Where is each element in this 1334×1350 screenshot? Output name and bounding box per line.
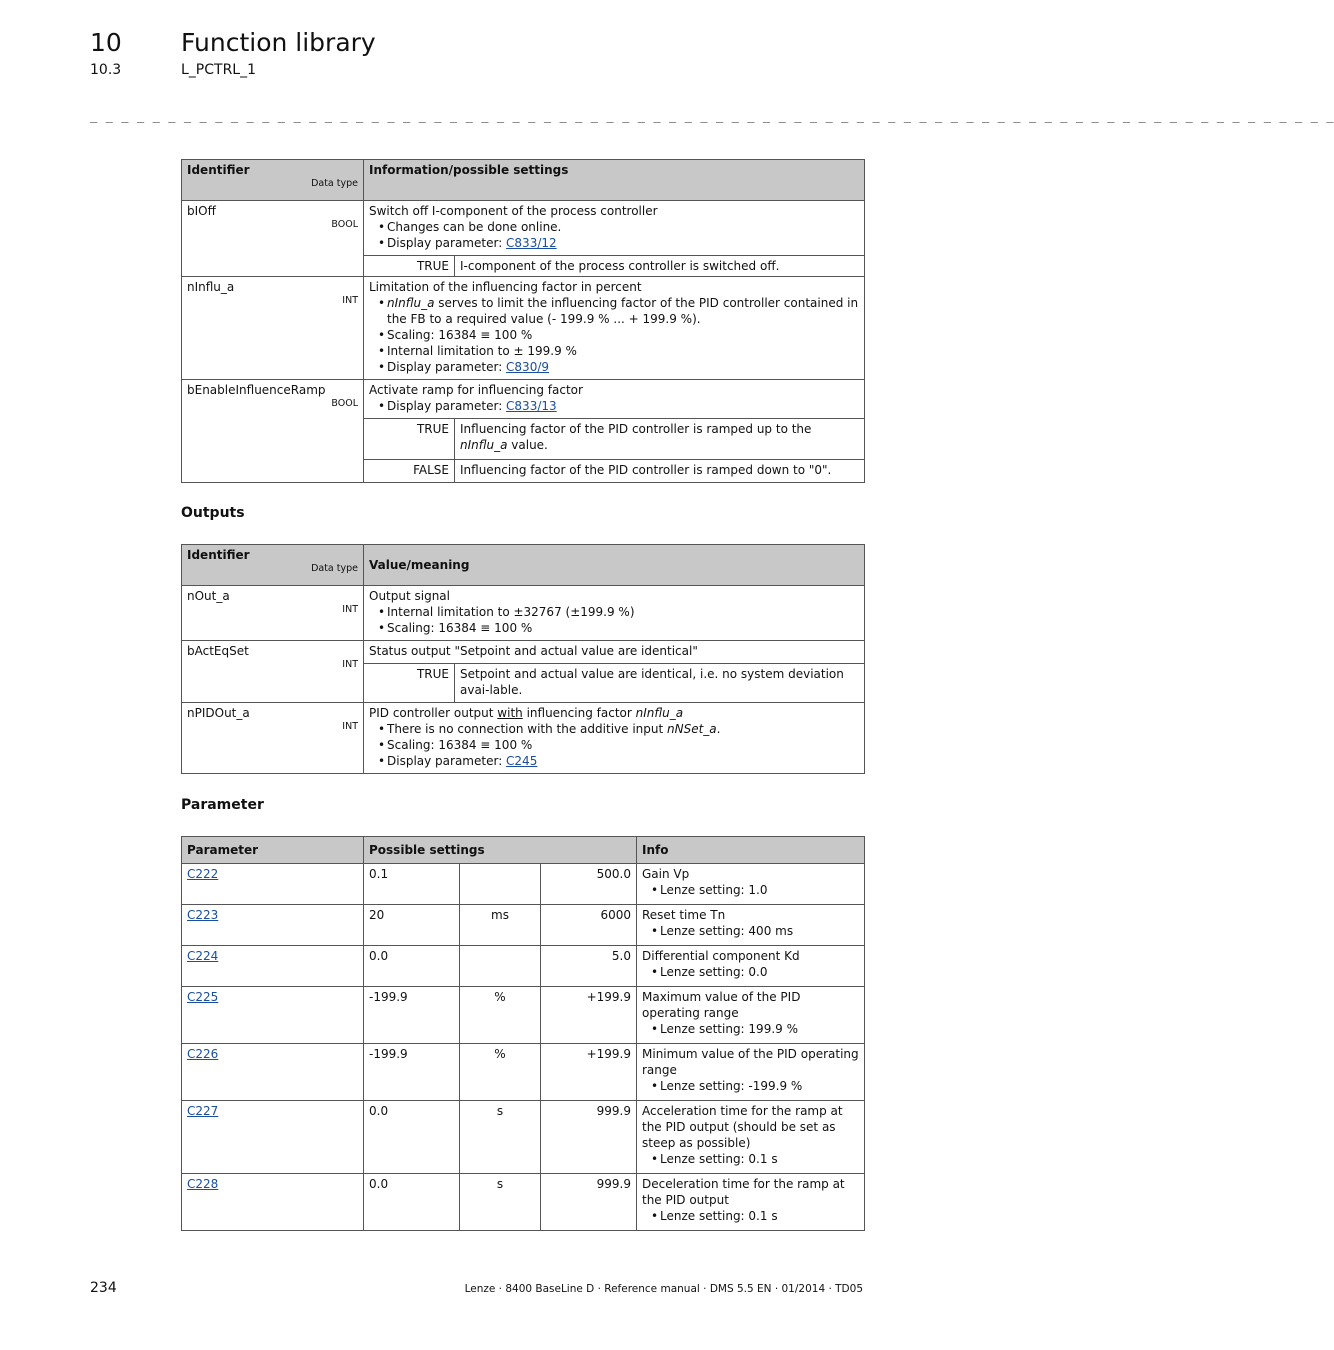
col-info: Info xyxy=(637,837,865,864)
chapter-number: 10 xyxy=(90,28,122,57)
param-code-cell xyxy=(182,864,364,905)
param-max: +199.9 xyxy=(541,1044,637,1101)
param-max: 6000 xyxy=(541,905,637,946)
param-unit xyxy=(460,946,541,987)
list-item: • Lenze setting: -199.9 % xyxy=(642,1078,859,1094)
col-datatype: Data type xyxy=(311,178,358,189)
col-datatype: Data type xyxy=(311,563,358,574)
list-item: • Lenze setting: 0.0 xyxy=(642,964,859,980)
table-row xyxy=(182,703,865,774)
table-row xyxy=(182,201,865,256)
param-info: Differential component Kd • Lenze setting: 0.0 xyxy=(637,946,865,987)
param-min: 0.0 xyxy=(364,1101,460,1174)
param-max: 5.0 xyxy=(541,946,637,987)
param-unit: ms xyxy=(460,905,541,946)
value-key: TRUE xyxy=(364,419,455,460)
param-code-cell xyxy=(182,1174,364,1231)
table-row xyxy=(182,1101,865,1174)
value-key: FALSE xyxy=(364,460,455,483)
param-link-c245[interactable]: C245 xyxy=(506,754,538,768)
table-row xyxy=(182,586,865,641)
datatype-label: BOOL xyxy=(331,219,358,230)
param-min: -199.9 xyxy=(364,1044,460,1101)
value-key: TRUE xyxy=(364,664,455,703)
info-cell: PID controller output with influencing factor nInflu_a • There is no connection with the additive input nNSet_a. • Scaling: 16384 ≡ 100 % • Display parameter: C245 xyxy=(364,703,865,774)
param-unit xyxy=(460,864,541,905)
section-title: L_PCTRL_1 xyxy=(181,62,257,78)
list-item: • Display parameter: C833/12 xyxy=(369,235,859,251)
param-link-c222[interactable]: C222 xyxy=(187,867,219,881)
datatype-label: INT xyxy=(342,295,358,306)
list-item: • Lenze setting: 199.9 % xyxy=(642,1021,859,1037)
param-code-cell xyxy=(182,1101,364,1174)
datatype-label: INT xyxy=(342,721,358,732)
datatype-label: INT xyxy=(342,659,358,670)
param-max: 999.9 xyxy=(541,1174,637,1231)
param-unit: s xyxy=(460,1101,541,1174)
list-item: • Internal limitation to ±32767 (±199.9 %) xyxy=(369,604,859,620)
section-number: 10.3 xyxy=(90,62,122,78)
inputs-table xyxy=(181,159,865,483)
param-unit: % xyxy=(460,1044,541,1101)
table-row xyxy=(182,905,865,946)
param-link-c833-12[interactable]: C833/12 xyxy=(506,236,557,250)
identifier-cell: nInflu_a INT xyxy=(182,277,364,380)
datatype-label: INT xyxy=(342,604,358,615)
info-cell: Switch off I-component of the process controller • Changes can be done online. • Display parameter: C833/12 xyxy=(364,201,865,256)
param-link-c225[interactable]: C225 xyxy=(187,990,219,1004)
list-item: • Scaling: 16384 ≡ 100 % xyxy=(369,737,859,753)
table-row xyxy=(182,380,865,419)
param-max: 999.9 xyxy=(541,1101,637,1174)
list-item: • Changes can be done online. xyxy=(369,219,859,235)
param-min: 20 xyxy=(364,905,460,946)
info-cell: Output signal • Internal limitation to ±32767 (±199.9 %) • Scaling: 16384 ≡ 100 % xyxy=(364,586,865,641)
param-code-cell xyxy=(182,987,364,1044)
identifier-cell: bEnableInfluenceRamp BOOL xyxy=(182,380,364,483)
identifier-cell: bActEqSet INT xyxy=(182,641,364,703)
param-unit: % xyxy=(460,987,541,1044)
list-item: • Scaling: 16384 ≡ 100 % xyxy=(369,620,859,636)
param-info: Maximum value of the PID operating range • Lenze setting: 199.9 % xyxy=(637,987,865,1044)
param-link-c223[interactable]: C223 xyxy=(187,908,219,922)
table-row xyxy=(182,641,865,664)
list-item: • Lenze setting: 1.0 xyxy=(642,882,859,898)
param-info: Deceleration time for the ramp at the PID output • Lenze setting: 0.1 s xyxy=(637,1174,865,1231)
value-text: Setpoint and actual value are identical, i.e. no system deviation avai-lable. xyxy=(455,664,865,703)
outputs-heading: Outputs xyxy=(181,505,245,521)
list-item: • Display parameter: C830/9 xyxy=(369,359,859,375)
value-key: TRUE xyxy=(364,256,455,277)
col-parameter: Parameter xyxy=(182,837,364,864)
param-info: Gain Vp • Lenze setting: 1.0 xyxy=(637,864,865,905)
list-item: • Display parameter: C245 xyxy=(369,753,859,769)
param-link-c833-13[interactable]: C833/13 xyxy=(506,399,557,413)
outputs-table xyxy=(181,544,865,774)
param-min: 0.0 xyxy=(364,1174,460,1231)
list-item: • Scaling: 16384 ≡ 100 % xyxy=(369,327,859,343)
col-value: Value/meaning xyxy=(364,545,865,586)
datatype-label: BOOL xyxy=(331,398,358,409)
param-min: 0.0 xyxy=(364,946,460,987)
param-link-c227[interactable]: C227 xyxy=(187,1104,219,1118)
identifier-cell: nOut_a INT xyxy=(182,586,364,641)
info-cell: Limitation of the influencing factor in percent • nInflu_a serves to limit the influencing factor of the PID controller contained in the FB to a required value (- 199.9 % ... + 199.9 %). • Scaling: 16384 ≡ 100 % • Internal limitation to ± 199.9 % • Display parameter: C830/9 xyxy=(364,277,865,380)
list-item: • There is no connection with the additive input nNSet_a. xyxy=(369,721,859,737)
parameter-header-row xyxy=(182,837,865,864)
parameter-table xyxy=(181,836,865,1231)
chapter-title: Function library xyxy=(181,28,376,57)
value-text: Influencing factor of the PID controller is ramped up to the nInflu_a value. xyxy=(455,419,865,460)
page-number: 234 xyxy=(90,1280,117,1296)
param-code-cell xyxy=(182,1044,364,1101)
list-item: • nInflu_a serves to limit the influencing factor of the PID controller contained in the FB to a required value (- 199.9 % ... + 199.9 %). xyxy=(369,295,859,327)
param-link-c830-9[interactable]: C830/9 xyxy=(506,360,550,374)
col-identifier: Identifier Data type xyxy=(182,160,364,201)
parameter-heading: Parameter xyxy=(181,797,264,813)
table-row xyxy=(182,864,865,905)
inputs-header-row xyxy=(182,160,865,201)
param-link-c226[interactable]: C226 xyxy=(187,1047,219,1061)
param-code-cell xyxy=(182,946,364,987)
param-max: +199.9 xyxy=(541,987,637,1044)
param-max: 500.0 xyxy=(541,864,637,905)
list-item: • Lenze setting: 400 ms xyxy=(642,923,859,939)
param-info: Acceleration time for the ramp at the PID output (should be set as steep as possible) • Lenze setting: 0.1 s xyxy=(637,1101,865,1174)
value-text: Influencing factor of the PID controller is ramped down to "0". xyxy=(455,460,865,483)
param-info: Reset time Tn • Lenze setting: 400 ms xyxy=(637,905,865,946)
table-row xyxy=(182,1174,865,1231)
list-item: • Lenze setting: 0.1 s xyxy=(642,1151,859,1167)
list-item: • Lenze setting: 0.1 s xyxy=(642,1208,859,1224)
col-settings: Possible settings xyxy=(364,837,637,864)
table-row xyxy=(182,277,865,380)
param-link-c228[interactable]: C228 xyxy=(187,1177,219,1191)
param-min: -199.9 xyxy=(364,987,460,1044)
param-unit: s xyxy=(460,1174,541,1231)
value-text: I-component of the process controller is switched off. xyxy=(455,256,865,277)
list-item: • Internal limitation to ± 199.9 % xyxy=(369,343,859,359)
info-cell: Activate ramp for influencing factor • Display parameter: C833/13 xyxy=(364,380,865,419)
table-row xyxy=(182,946,865,987)
param-code-cell xyxy=(182,905,364,946)
col-identifier: Identifier Data type xyxy=(182,545,364,586)
param-info: Minimum value of the PID operating range • Lenze setting: -199.9 % xyxy=(637,1044,865,1101)
outputs-header-row xyxy=(182,545,865,586)
list-item: • Display parameter: C833/13 xyxy=(369,398,859,414)
param-link-c224[interactable]: C224 xyxy=(187,949,219,963)
header-divider: _ _ _ _ _ _ _ _ _ _ _ _ _ _ _ _ _ _ _ _ _ _ _ _ _ _ _ _ _ _ _ _ _ _ _ _ _ _ _ _ _ _ _ _ _ _ _ _ _ _ _ _ _ _ _ _ _ _ _ _ _ _ _ _ _ _ _ _ _ _ _ _ _ _ _ _ _ _ _ _ xyxy=(90,109,1334,123)
table-row xyxy=(182,987,865,1044)
info-cell: Status output "Setpoint and actual value are identical" xyxy=(364,641,865,664)
identifier-cell: nPIDOut_a INT xyxy=(182,703,364,774)
param-min: 0.1 xyxy=(364,864,460,905)
table-row xyxy=(182,1044,865,1101)
identifier-cell: bIOff BOOL xyxy=(182,201,364,277)
footer-doc-info: Lenze · 8400 BaseLine D · Reference manual · DMS 5.5 EN · 01/2014 · TD05 xyxy=(464,1283,863,1295)
col-info: Information/possible settings xyxy=(364,160,865,201)
